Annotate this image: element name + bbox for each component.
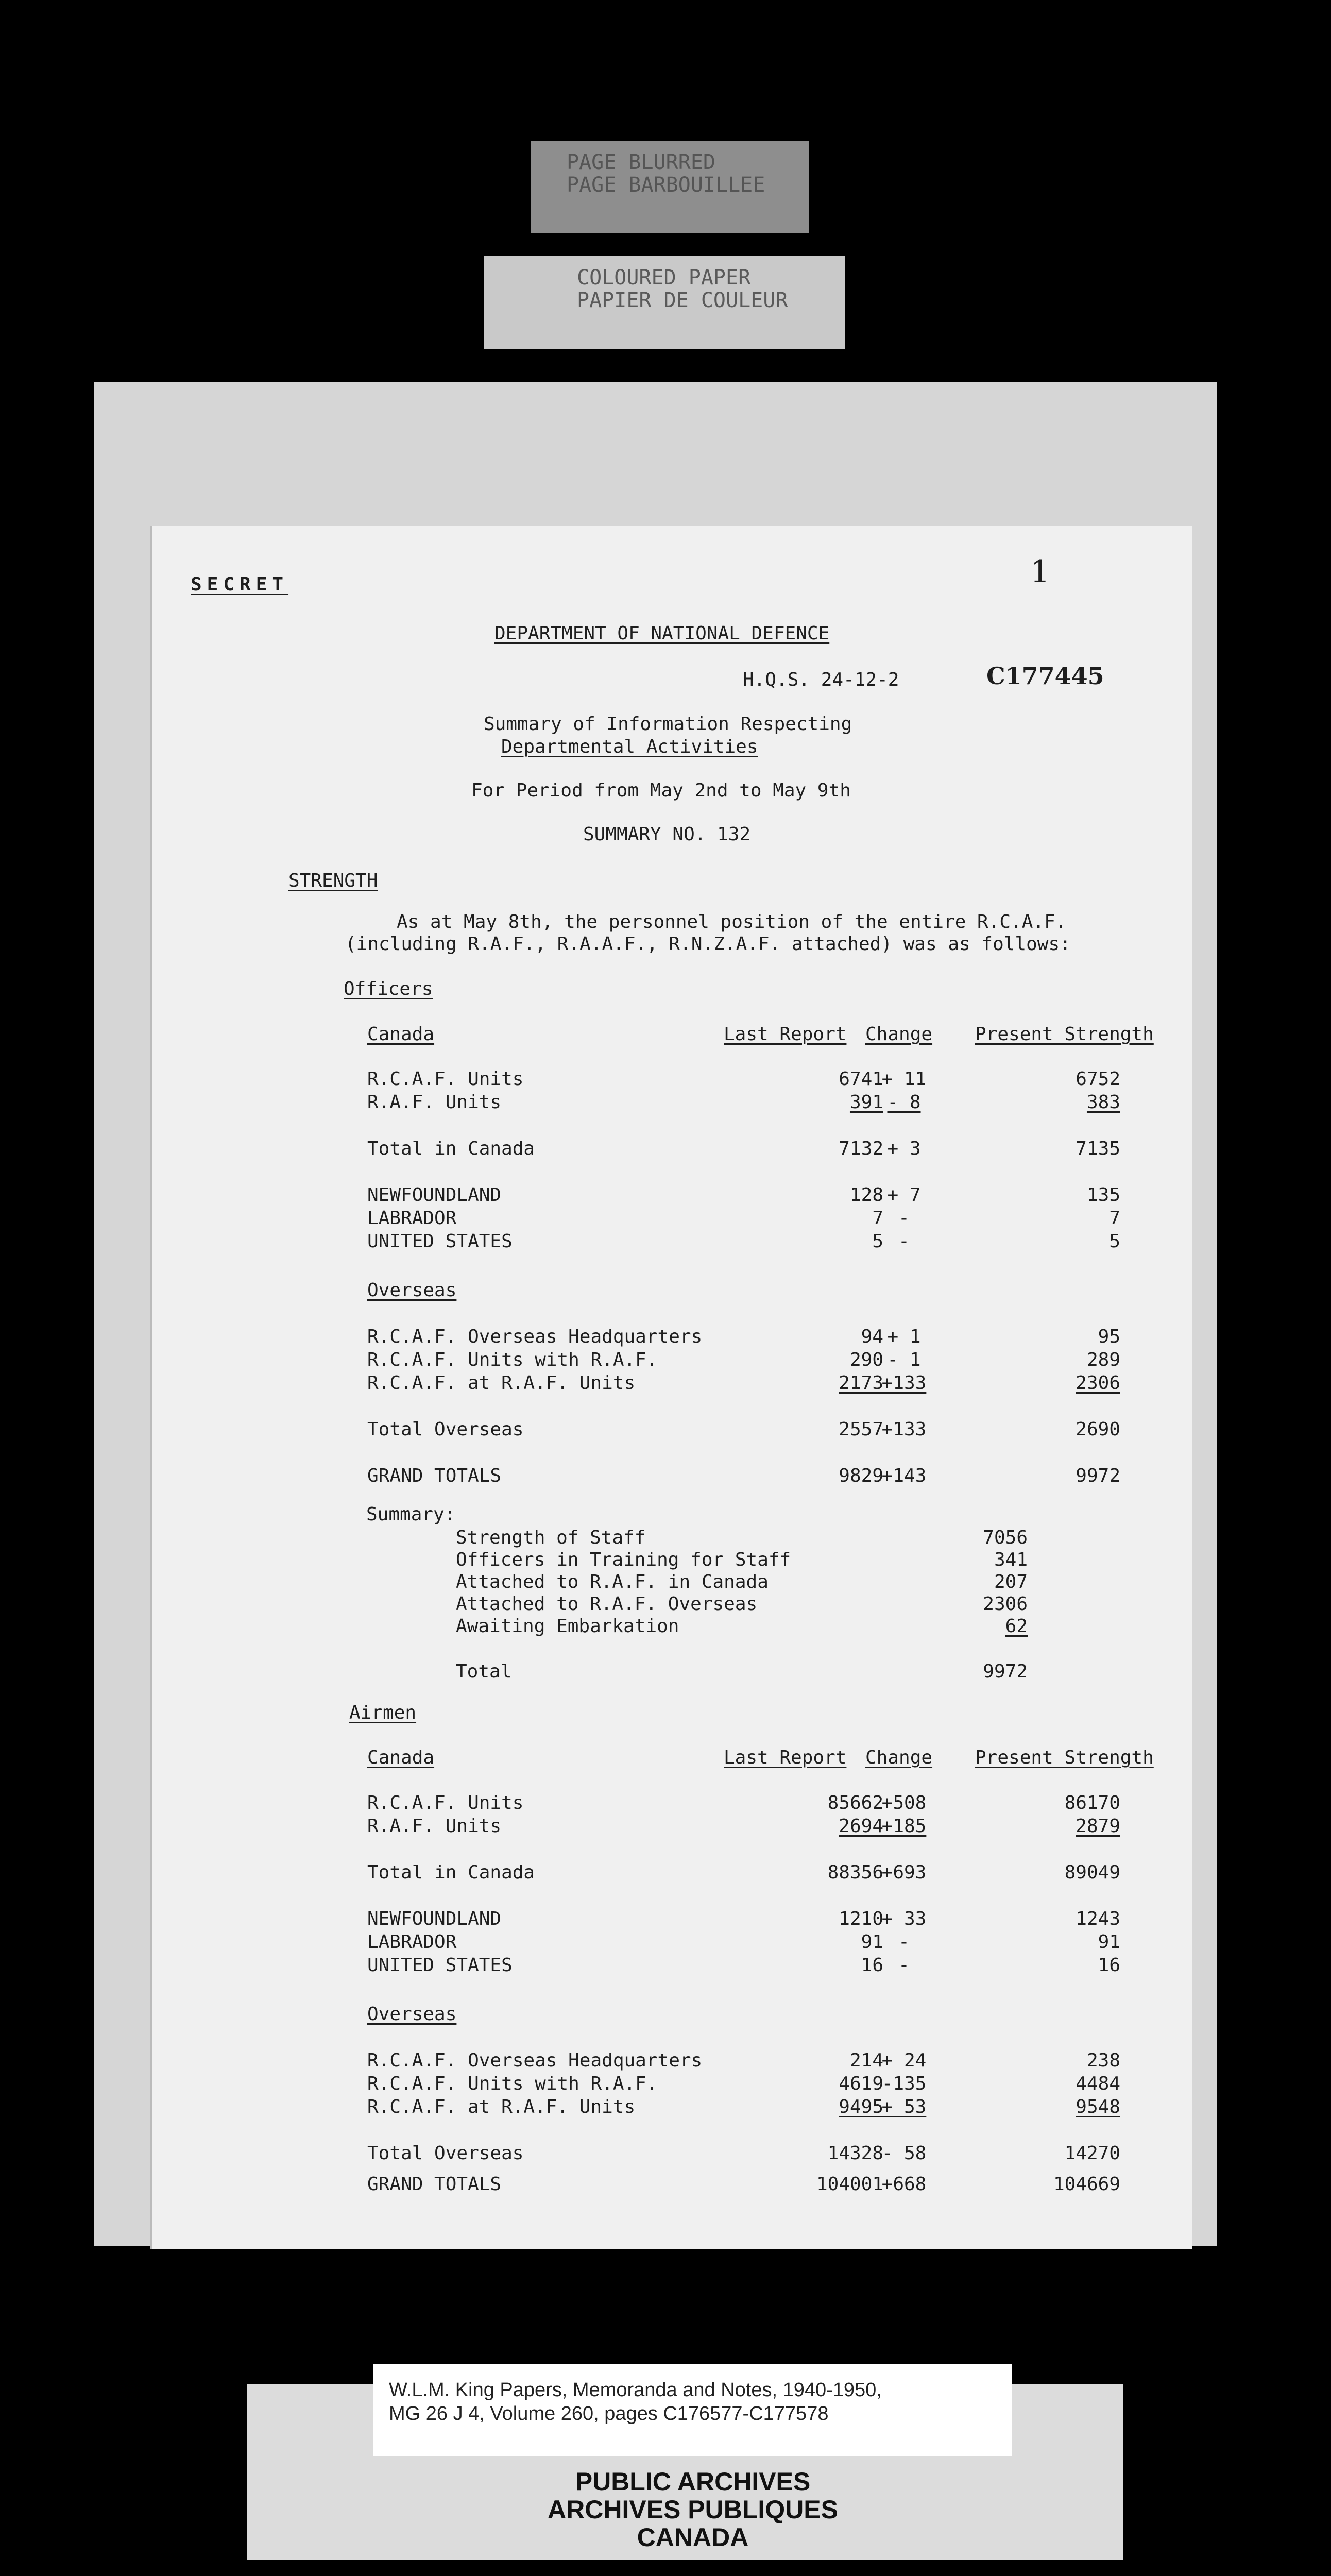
table-cell: +143 — [881, 1465, 927, 1486]
title-line-2: Departmental Activities — [501, 736, 758, 757]
strength-heading: STRENGTH — [288, 870, 378, 891]
row-label: R.C.A.F. Units — [367, 1069, 524, 1090]
table-cell: 16 — [1098, 1955, 1120, 1976]
row-label: R.C.A.F. Overseas Headquarters — [367, 1326, 703, 1347]
column-header: Change — [865, 1747, 933, 1768]
table-cell: 9972 — [1076, 1465, 1120, 1486]
row-label: GRAND TOTALS — [367, 1465, 502, 1486]
table-cell: 104001 — [816, 2174, 883, 2195]
summary-label: Summary: — [366, 1504, 456, 1525]
table-cell: 104669 — [1053, 2174, 1120, 2195]
table-cell: 289 — [1086, 1349, 1120, 1370]
summary-label: Total — [456, 1661, 512, 1682]
table-cell: 2557 — [839, 1419, 883, 1440]
table-cell: 7 — [1109, 1208, 1120, 1229]
table-cell: 6752 — [1076, 1069, 1120, 1090]
table-cell: 2694 — [839, 1816, 883, 1837]
summary-value: 62 — [1005, 1616, 1028, 1637]
table-cell: +693 — [881, 1862, 927, 1883]
table-cell: + 33 — [881, 1908, 927, 1929]
table-cell: 1210 — [839, 1908, 883, 1929]
table-cell: - 8 — [887, 1092, 921, 1113]
table-cell: +133 — [881, 1372, 927, 1394]
table-cell: 9495 — [839, 2096, 883, 2117]
page-number: 1 — [1030, 554, 1050, 590]
table-cell: 9548 — [1076, 2096, 1120, 2117]
column-header: Canada — [367, 1747, 435, 1768]
table-cell: - — [898, 1955, 910, 1976]
row-label: R.A.F. Units — [367, 1092, 502, 1113]
row-label: Total in Canada — [367, 1862, 535, 1883]
row-label: LABRADOR — [367, 1931, 457, 1953]
row-label: LABRADOR — [367, 1208, 457, 1229]
summary-label: Attached to R.A.F. in Canada — [456, 1571, 769, 1592]
archive-citation — [373, 2364, 1012, 2456]
overseas-heading: Overseas — [367, 2004, 457, 2025]
table-cell: 5 — [872, 1231, 883, 1252]
period-line: For Period from May 2nd to May 9th — [471, 780, 851, 801]
table-cell: 91 — [1098, 1931, 1120, 1953]
row-label: R.C.A.F. Units — [367, 1792, 524, 1814]
table-cell: 16 — [861, 1955, 883, 1976]
row-label: Total Overseas — [367, 2143, 524, 2164]
department-title: DEPARTMENT OF NATIONAL DEFENCE — [494, 623, 830, 644]
table-cell: 214 — [849, 2050, 883, 2071]
table-cell: 238 — [1086, 2050, 1120, 2071]
table-cell: - — [898, 1208, 910, 1229]
table-cell: 14270 — [1064, 2143, 1120, 2164]
row-label: R.A.F. Units — [367, 1816, 502, 1837]
summary-label: Awaiting Embarkation — [456, 1616, 679, 1637]
stamp-line: PAPIER DE COULEUR — [577, 289, 788, 312]
table-cell: 2690 — [1076, 1419, 1120, 1440]
column-header: Last Report — [724, 1747, 847, 1768]
public-archives-label — [373, 2468, 1012, 2551]
summary-value: 341 — [994, 1549, 1028, 1570]
summary-value: 7056 — [983, 1527, 1028, 1548]
table-cell: - 1 — [887, 1349, 921, 1370]
summary-value: 9972 — [983, 1661, 1028, 1682]
table-cell: 128 — [849, 1184, 883, 1206]
table-cell: 14328 — [827, 2143, 883, 2164]
stamp-line: COLOURED PAPER — [577, 266, 751, 290]
document-number: C177445 — [986, 662, 1104, 690]
airmen-heading: Airmen — [349, 1702, 417, 1723]
table-cell: +185 — [881, 1816, 927, 1837]
table-cell: 135 — [1086, 1184, 1120, 1206]
table-cell: 391 — [849, 1092, 883, 1113]
document-page — [150, 526, 1192, 2249]
table-cell: 5 — [1109, 1231, 1120, 1252]
table-cell: 91 — [861, 1931, 883, 1953]
table-cell: 88356 — [827, 1862, 883, 1883]
table-cell: 4619 — [839, 2073, 883, 2094]
table-cell: +508 — [881, 1792, 927, 1814]
table-cell: +133 — [881, 1419, 927, 1440]
intro-line-2: (including R.A.F., R.A.A.F., R.N.Z.A.F. attached) was as follows: — [345, 934, 1071, 955]
table-cell: + 7 — [887, 1184, 921, 1206]
title-line-1: Summary of Information Respecting — [484, 714, 852, 735]
table-cell: 1243 — [1076, 1908, 1120, 1929]
row-label: R.C.A.F. Overseas Headquarters — [367, 2050, 703, 2071]
secret-label: SECRET — [191, 574, 289, 595]
table-cell: 95 — [1098, 1326, 1120, 1347]
column-header: Present Strength — [975, 1024, 1154, 1045]
page-blurred-stamp — [531, 141, 809, 233]
row-label: UNITED STATES — [367, 1231, 513, 1252]
row-label: NEWFOUNDLAND — [367, 1908, 502, 1929]
row-label: R.C.A.F. Units with R.A.F. — [367, 2073, 658, 2094]
coloured-paper-stamp — [484, 256, 845, 349]
archives-line: PUBLIC ARCHIVES — [575, 2467, 811, 2496]
table-cell: - — [898, 1231, 910, 1252]
table-cell: + 11 — [881, 1069, 927, 1090]
table-cell: -135 — [881, 2073, 927, 2094]
row-label: R.C.A.F. Units with R.A.F. — [367, 1349, 658, 1370]
row-label: UNITED STATES — [367, 1955, 513, 1976]
summary-number: SUMMARY NO. 132 — [583, 824, 751, 845]
summary-label: Attached to R.A.F. Overseas — [456, 1594, 758, 1615]
table-cell: - 58 — [881, 2143, 927, 2164]
row-label: GRAND TOTALS — [367, 2174, 502, 2195]
archives-line: ARCHIVES PUBLIQUES — [548, 2495, 838, 2524]
table-cell: - — [898, 1931, 910, 1953]
table-cell: 9829 — [839, 1465, 883, 1486]
table-cell: + 53 — [881, 2096, 927, 2117]
table-cell: 6741 — [839, 1069, 883, 1090]
row-label: R.C.A.F. at R.A.F. Units — [367, 2096, 636, 2117]
row-label: Total in Canada — [367, 1138, 535, 1159]
summary-label: Strength of Staff — [456, 1527, 646, 1548]
stamp-line: PAGE BLURRED — [567, 150, 715, 174]
intro-line-1: As at May 8th, the personnel position of the entire R.C.A.F. — [397, 911, 1067, 933]
table-cell: 94 — [861, 1326, 883, 1347]
table-cell: 86170 — [1064, 1792, 1120, 1814]
citation-line-1: W.L.M. King Papers, Memoranda and Notes, 1940-1950, — [389, 2379, 882, 2401]
table-cell: 383 — [1086, 1092, 1120, 1113]
table-cell: 89049 — [1064, 1862, 1120, 1883]
table-cell: 85662 — [827, 1792, 883, 1814]
column-header: Last Report — [724, 1024, 847, 1045]
table-cell: + 24 — [881, 2050, 927, 2071]
table-cell: 2173 — [839, 1372, 883, 1394]
table-cell: 290 — [849, 1349, 883, 1370]
table-cell: 7 — [872, 1208, 883, 1229]
row-label: R.C.A.F. at R.A.F. Units — [367, 1372, 636, 1394]
table-cell: 2879 — [1076, 1816, 1120, 1837]
column-header: Canada — [367, 1024, 435, 1045]
stamp-line: PAGE BARBOUILLEE — [567, 173, 765, 197]
officers-heading: Officers — [344, 978, 433, 999]
citation-line-2: MG 26 J 4, Volume 260, pages C176577-C177578 — [389, 2403, 829, 2425]
row-label: NEWFOUNDLAND — [367, 1184, 502, 1206]
row-label: Total Overseas — [367, 1419, 524, 1440]
table-cell: 7135 — [1076, 1138, 1120, 1159]
overseas-heading: Overseas — [367, 1280, 457, 1301]
summary-value: 2306 — [983, 1594, 1028, 1615]
summary-value: 207 — [994, 1571, 1028, 1592]
file-reference: H.Q.S. 24-12-2 — [743, 669, 899, 690]
table-cell: +668 — [881, 2174, 927, 2195]
table-cell: 4484 — [1076, 2073, 1120, 2094]
column-header: Present Strength — [975, 1747, 1154, 1768]
column-header: Change — [865, 1024, 933, 1045]
summary-label: Officers in Training for Staff — [456, 1549, 791, 1570]
table-cell: 7132 — [839, 1138, 883, 1159]
table-cell: + 3 — [887, 1138, 921, 1159]
table-cell: 2306 — [1076, 1372, 1120, 1394]
table-cell: + 1 — [887, 1326, 921, 1347]
archives-line: CANADA — [637, 2523, 749, 2552]
